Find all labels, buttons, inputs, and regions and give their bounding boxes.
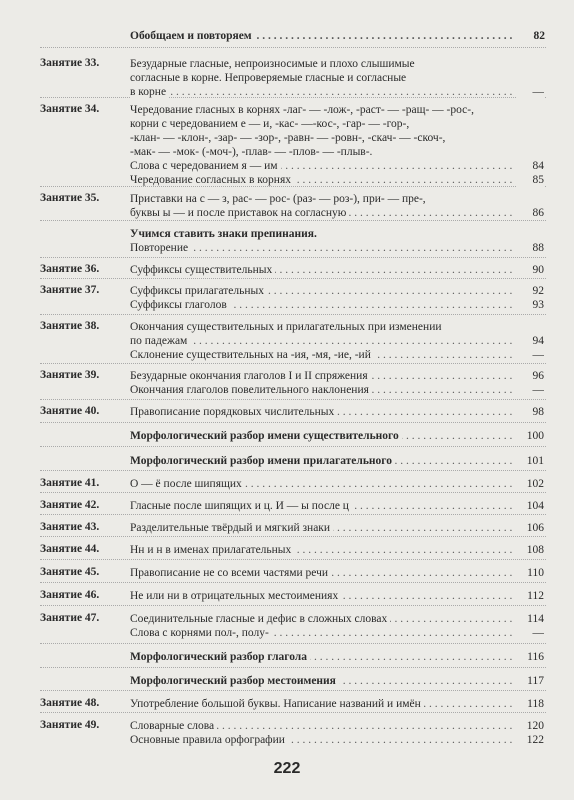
toc-line: [130, 383, 544, 397]
toc-line-text: Чередование согласных в корнях: [130, 174, 294, 186]
lesson-label: Занятие 36.: [40, 263, 100, 275]
toc-line-page: 114: [516, 612, 544, 626]
toc-line-text: Учимся ставить знаки препинания.: [130, 228, 320, 240]
toc-line: [130, 499, 544, 513]
divider: [40, 399, 546, 400]
lesson-label: Занятие 35.: [40, 192, 100, 204]
toc-line-text: Разделительные твёрдый и мягкий знаки: [130, 522, 333, 534]
divider: [40, 314, 546, 315]
toc-line-page: 120: [516, 719, 544, 733]
lesson-label: Занятие 46.: [40, 589, 100, 601]
toc-line-text: Правописание не со всеми частями речи: [130, 567, 331, 579]
toc-line: [130, 241, 544, 255]
lesson-label: Занятие 42.: [40, 499, 100, 511]
toc-line-page: 93: [516, 298, 544, 312]
lesson-label: Занятие 38.: [40, 320, 100, 332]
toc-line-text: Морфологический разбор глагола: [130, 651, 310, 663]
toc-line: [130, 131, 544, 145]
toc-line: [130, 117, 544, 131]
divider: [40, 712, 546, 713]
toc-line: [130, 145, 544, 159]
toc-line: [130, 674, 544, 688]
toc-line-text: Употребление большой буквы. Написание названий и имён: [130, 698, 424, 710]
toc-line-text: Не или ни в отрицательных местоимениях: [130, 590, 341, 602]
toc-line: [130, 227, 544, 241]
toc-line: [130, 71, 544, 85]
toc-line-page: 84: [516, 159, 544, 173]
lesson-label: Занятие 37.: [40, 284, 100, 296]
toc-line-page: 94: [516, 334, 544, 348]
divider: [40, 492, 546, 493]
toc-line-text: Чередование гласных в корнях -лаг- — -лож-, -раст- — -ращ- — -рос-,: [130, 104, 477, 116]
lesson-label: Занятие 39.: [40, 369, 100, 381]
section-title-text: Обобщаем и повторяем: [130, 30, 255, 42]
toc-line-text: Морфологический разбор имени существительного: [130, 430, 402, 442]
toc-line: [130, 543, 544, 557]
divider: [40, 559, 546, 560]
toc-line: [130, 263, 544, 277]
lesson-label: Занятие 34.: [40, 103, 100, 115]
toc-line: [130, 589, 544, 603]
toc-line: [130, 192, 544, 206]
toc-line-text: Безударные окончания глаголов I и II спряжения: [130, 370, 371, 382]
lesson-label: Занятие 48.: [40, 697, 100, 709]
toc-line: [130, 733, 544, 747]
toc-line-text: согласные в корне. Непроверяемые гласные и согласные: [130, 72, 409, 84]
toc-line: [130, 454, 544, 468]
toc-line: [130, 405, 544, 419]
toc-line: [130, 334, 544, 348]
toc-line-text: по падежам: [130, 335, 190, 347]
divider: [40, 422, 546, 423]
divider: [40, 220, 546, 221]
toc-line-text: -клан- — -клон-, -зар- — -зор-, -равн- — -ровн-, -скач- — -скоч-,: [130, 132, 448, 144]
toc-line-text: Словарные слова: [130, 720, 217, 732]
toc-line-page: 106: [516, 521, 544, 535]
divider: [40, 643, 546, 644]
divider: [40, 257, 546, 258]
section-title: [130, 29, 545, 43]
lesson-label: Занятие 47.: [40, 612, 100, 624]
toc-line-text: Суффиксы глаголов: [130, 299, 230, 311]
page-number: 222: [273, 760, 301, 777]
toc-line: [130, 477, 544, 491]
toc-line-text: Правописание порядковых числительных: [130, 406, 337, 418]
toc-line: [130, 284, 544, 298]
toc-line-page: —: [516, 348, 544, 362]
toc-line-page: —: [516, 383, 544, 397]
divider: [40, 536, 546, 537]
toc-line-page: 116: [516, 650, 544, 664]
toc-line: [130, 103, 544, 117]
toc-line-text: Нн и н в именах прилагательных: [130, 544, 294, 556]
toc-line-page: 110: [516, 566, 544, 580]
toc-line-page: 96: [516, 369, 544, 383]
divider: [40, 514, 546, 515]
toc-line-text: -мак- — -мок- (-моч-), -плав- — -плов- — -плыв-.: [130, 146, 375, 158]
toc-line-text: О — ё после шипящих: [130, 478, 245, 490]
toc-line-page: 108: [516, 543, 544, 557]
toc-line: [130, 57, 544, 71]
lesson-label: Занятие 40.: [40, 405, 100, 417]
toc-line: [130, 429, 544, 443]
toc-line-text: Суффиксы существительных: [130, 264, 275, 276]
toc-line-text: Соединительные гласные и дефис в сложных словах: [130, 613, 390, 625]
divider: [40, 690, 546, 691]
divider: [40, 582, 546, 583]
toc-line-page: 86: [516, 206, 544, 220]
toc-line: [130, 298, 544, 312]
toc-line-text: Слова с корнями пол-, полу-: [130, 627, 272, 639]
toc-line-page: 101: [516, 454, 544, 468]
toc-line: [130, 566, 544, 580]
toc-line-page: 104: [516, 499, 544, 513]
divider: [40, 47, 546, 48]
lesson-label: Занятие 45.: [40, 566, 100, 578]
lesson-label: Занятие 49.: [40, 719, 100, 731]
divider: [40, 446, 546, 447]
toc-line-page: 102: [516, 477, 544, 491]
toc-line-page: 100: [516, 429, 544, 443]
toc-line: [130, 626, 544, 640]
divider: [40, 278, 546, 279]
toc-line-page: 112: [516, 589, 544, 603]
divider: [40, 363, 546, 364]
toc-line: [130, 206, 544, 220]
toc-line-text: Приставки на с — з, рас- — рос- (раз- — роз-), при- — пре-,: [130, 193, 429, 205]
toc-line-text: Склонение существительных на -ия, -мя, -ие, -ий: [130, 349, 374, 361]
toc-line: [130, 159, 544, 173]
toc-line-text: Безударные гласные, непроизносимые и плохо слышимые: [130, 58, 418, 70]
toc-line: [130, 85, 544, 99]
toc-line-text: Суффиксы прилагательных: [130, 285, 267, 297]
toc-line-text: буквы ы — и после приставок на согласную: [130, 207, 349, 219]
toc-line: [130, 173, 544, 187]
toc-line-page: 92: [516, 284, 544, 298]
toc-line-page: 117: [516, 674, 544, 688]
section-title-page: 82: [517, 29, 545, 43]
toc-line-text: Слова с чередованием я — им: [130, 160, 281, 172]
toc-line-page: 85: [516, 173, 544, 187]
toc-line-page: 118: [516, 697, 544, 711]
lesson-label: Занятие 33.: [40, 57, 100, 69]
toc-line: [130, 348, 544, 362]
toc-line: [130, 612, 544, 626]
toc-line-page: 122: [516, 733, 544, 747]
toc-line-page: —: [516, 626, 544, 640]
toc-line-text: Морфологический разбор местоимения: [130, 675, 339, 687]
toc-line-page: 98: [516, 405, 544, 419]
lesson-label: Занятие 43.: [40, 521, 100, 533]
divider: [40, 605, 546, 606]
toc-line: [130, 697, 544, 711]
toc-line-text: Окончания глаголов повелительного наклонения: [130, 384, 372, 396]
toc-line-text: Основные правила орфографии: [130, 734, 288, 746]
toc-line: [130, 320, 544, 334]
toc-line-text: корни с чередованием е — и, -кас- —-кос-, -гар- — -гор-,: [130, 118, 412, 130]
lesson-label: Занятие 41.: [40, 477, 100, 489]
toc-line-page: —: [516, 85, 544, 99]
divider: [40, 667, 546, 668]
toc-line-page: 90: [516, 263, 544, 277]
toc-line-text: в корне: [130, 86, 169, 98]
toc-line: [130, 521, 544, 535]
toc-line-text: Повторение: [130, 242, 191, 254]
toc-line: [130, 650, 544, 664]
toc-line-text: Морфологический разбор имени прилагательного: [130, 455, 395, 467]
toc-line: [130, 369, 544, 383]
lesson-label: Занятие 44.: [40, 543, 100, 555]
toc-line-text: Гласные после шипящих и ц. И — ы после ц: [130, 500, 352, 512]
toc-line-page: 88: [516, 241, 544, 255]
toc-line: [130, 719, 544, 733]
divider: [40, 470, 546, 471]
toc-line-text: Окончания существительных и прилагательных при изменении: [130, 321, 445, 333]
